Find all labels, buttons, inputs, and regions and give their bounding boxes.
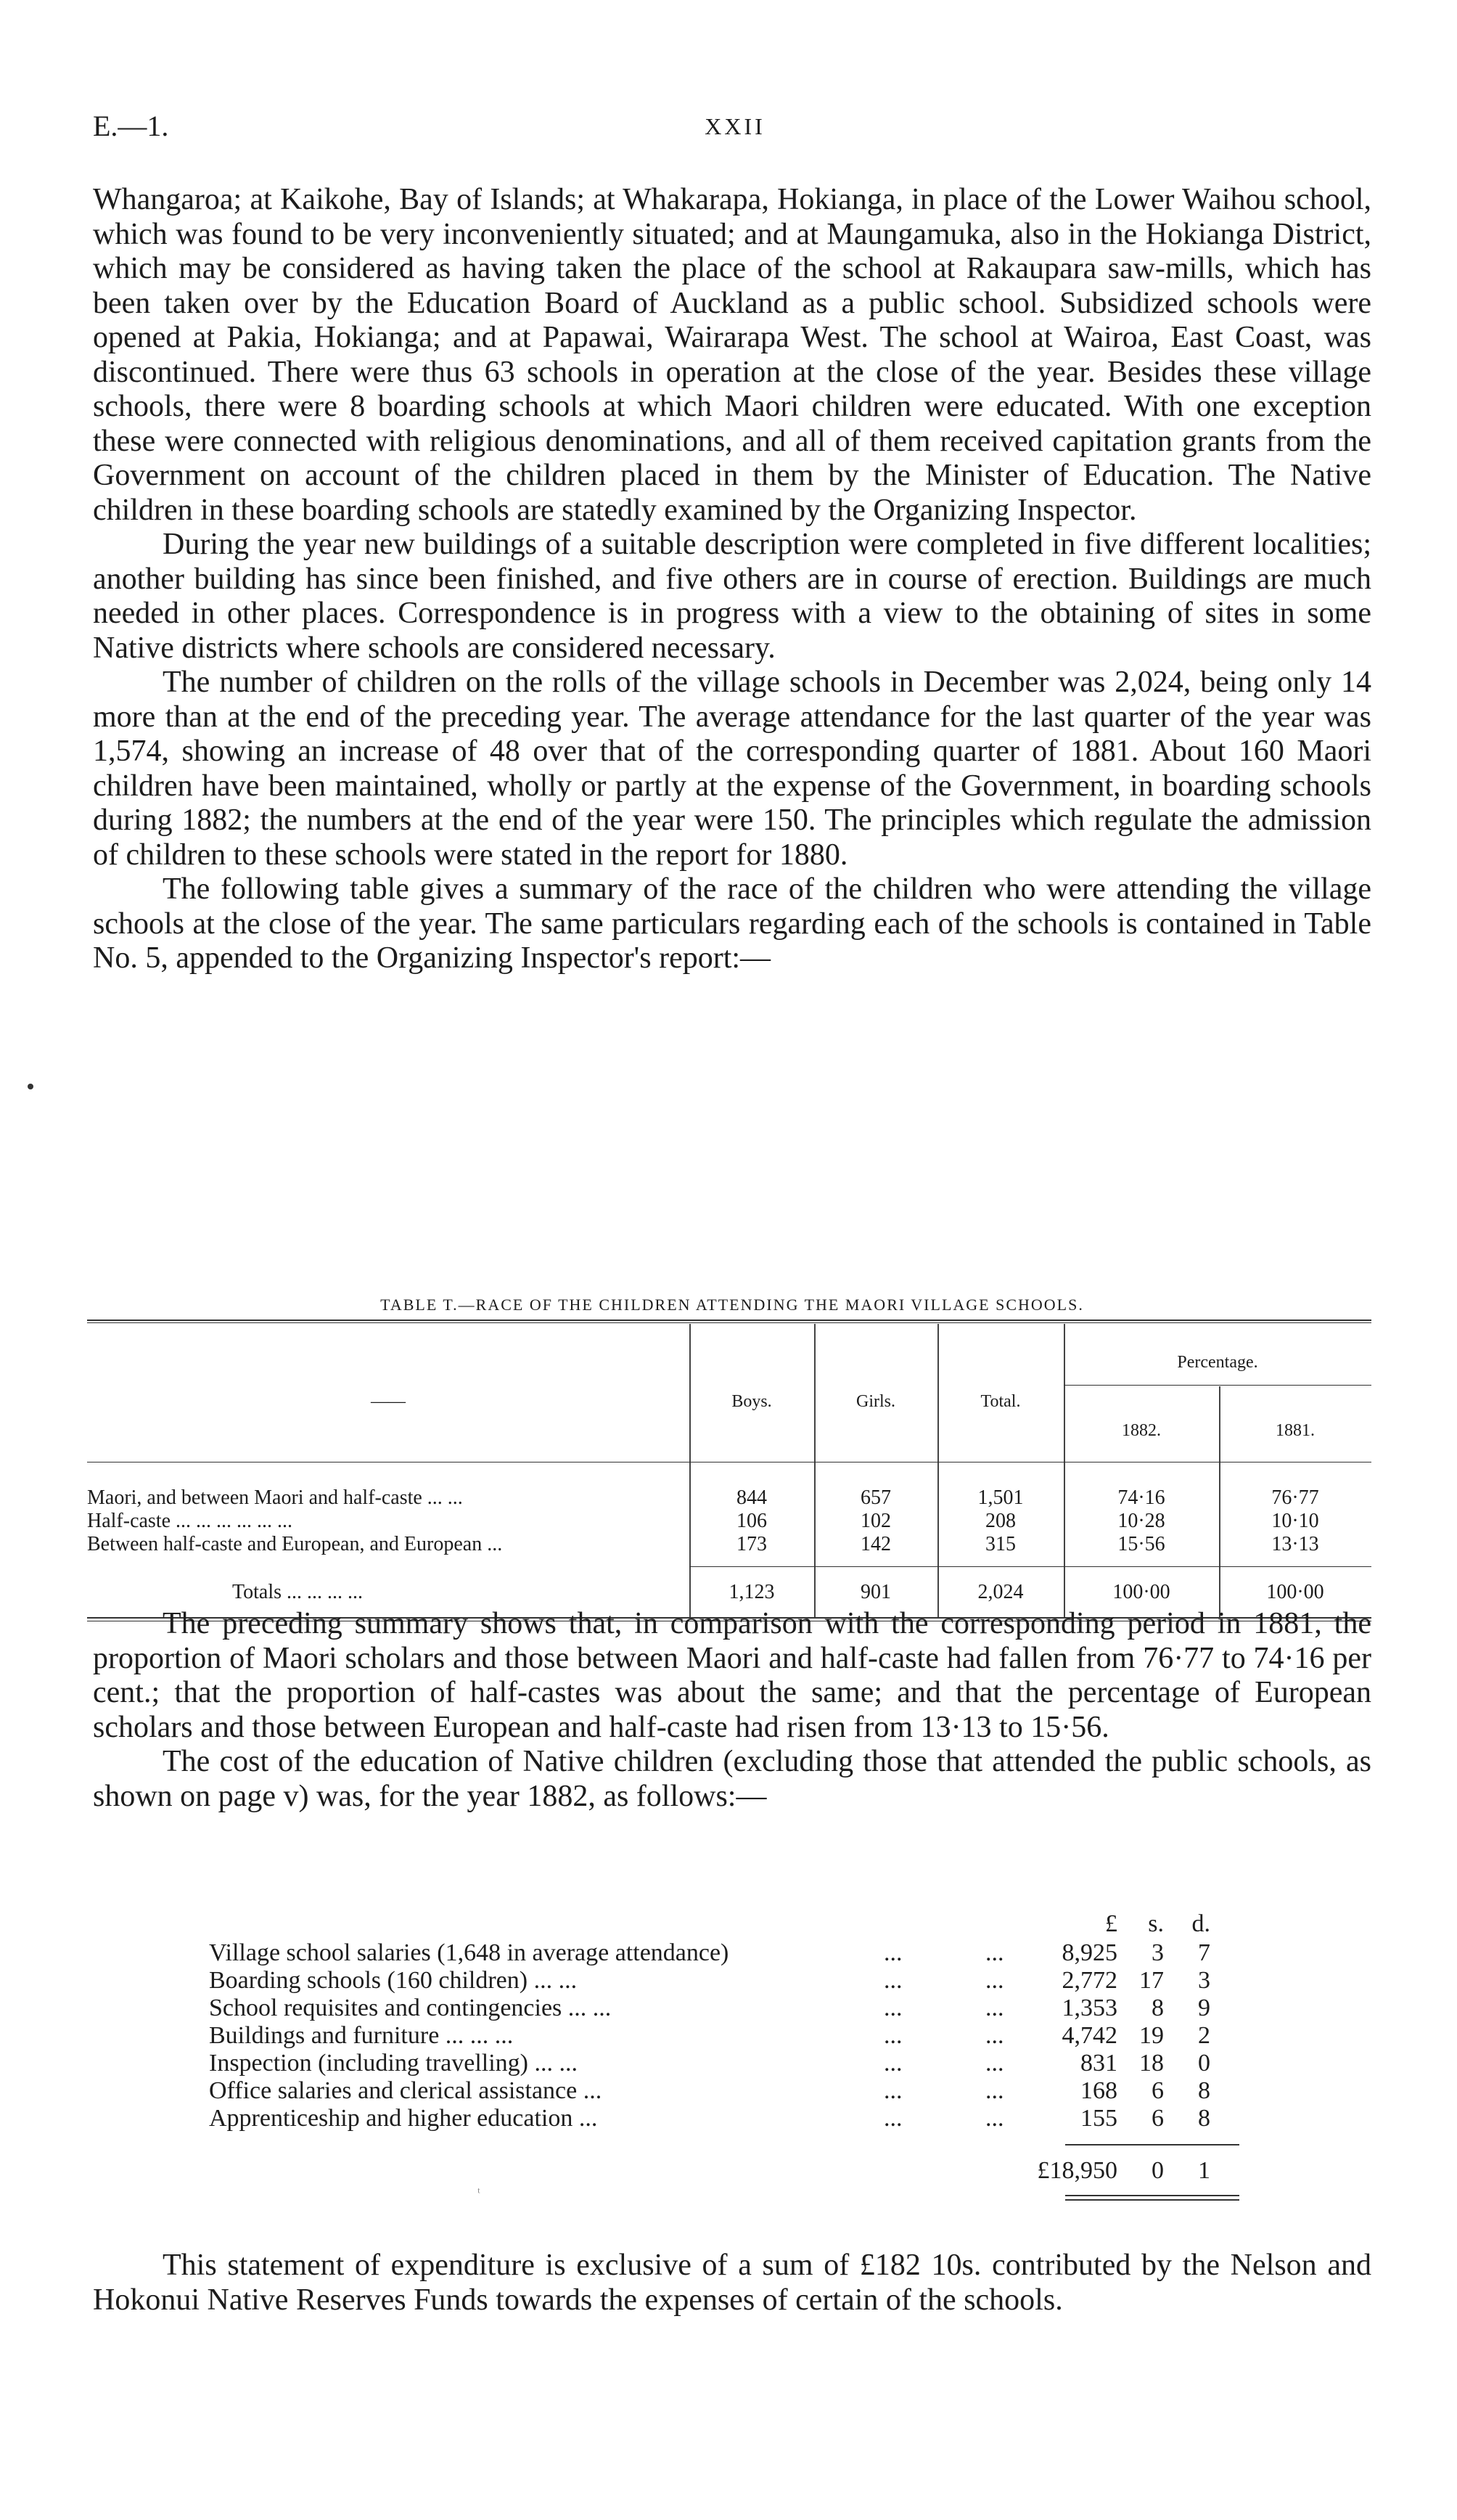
body-text-top: [93, 183, 1371, 976]
cost-pounds: 8,925: [1062, 1939, 1117, 1966]
cell-total: 315: [985, 1533, 1016, 1555]
cost-shillings: 6: [1152, 2077, 1164, 2104]
cost-label: Village school salaries (1,648 in average attendance): [209, 1939, 729, 1966]
cost-pence: 7: [1198, 1939, 1210, 1966]
leader-dots: ...: [985, 1967, 1004, 1994]
header-girls: Girls.: [856, 1392, 895, 1411]
leader-dots: ...: [884, 2022, 903, 2049]
cost-pence: 8: [1198, 2077, 1210, 2104]
leader-dots: ...: [884, 2050, 903, 2077]
cell-boys: 844: [736, 1486, 767, 1509]
cost-shillings: 18: [1139, 2050, 1164, 2077]
paragraph-children-numbers: The number of children on the rolls of the village schools in December was 2,024, being only 14 more than at the end of the preceding year. The average attendance for the last quarter of the year was 1,574, showing an increase of 48 over that of the corresponding quarter of 1881. About 160 Maori children have been maintained, wholly or partly at the expense of the Government, in boarding schools during 1882; the numbers at the end of the year were 150. The principles which regulate the admission of children to these schools were stated in the report for 1880.: [93, 666, 1371, 872]
totals-label: Totals ... ... ... ...: [232, 1581, 364, 1603]
row-label: Maori, and between Maori and half-caste ... ...: [87, 1486, 463, 1509]
page-header: [93, 109, 1377, 152]
totals-boys: 1,123: [728, 1581, 775, 1603]
cost-label: Office salaries and clerical assistance ...: [209, 2077, 602, 2104]
cost-label: School requisites and contingencies ... ...: [209, 1995, 612, 2021]
race-table: [87, 1320, 1371, 1632]
header-percentage: Percentage.: [1177, 1353, 1258, 1372]
total-pence: 1: [1198, 2157, 1210, 2184]
printer-mark-icon: ᵗ: [477, 2185, 480, 2201]
table-caption: TABLE T.—RACE OF THE CHILDREN ATTENDING THE MAORI VILLAGE SCHOOLS.: [380, 1296, 1084, 1314]
cost-label: Apprenticeship and higher education ...: [209, 2105, 598, 2132]
cost-label: Buildings and furniture ... ... ...: [209, 2022, 514, 2049]
cost-pence: 9: [1198, 1995, 1210, 2021]
paragraph-cost-intro: The cost of the education of Native children (excluding those that attended the public schools, as shown on page v) was, for the year 1882, as follows:—: [93, 1745, 1371, 1813]
cost-row: [209, 2105, 1239, 2134]
cost-shillings: 6: [1152, 2105, 1164, 2132]
cell-girls: 102: [861, 1510, 891, 1532]
cell-1882: 10·28: [1117, 1510, 1165, 1532]
cell-girls: 657: [861, 1486, 891, 1509]
paragraph-summary-comparison: The preceding summary shows that, in comparison with the corresponding period in 1881, the proportion of Maori scholars and those between Maori and half-caste had fallen from 76·77 to 74·16 per cent.; that the proportion of half-castes was about the same; and that the percentage of European scholars and those between European and half-caste had risen from 13·13 to 15·56.: [93, 1607, 1371, 1744]
cost-pounds: 831: [1080, 2050, 1117, 2077]
total-shillings: 0: [1152, 2157, 1164, 2184]
paragraph-schools-opened: Whangaroa; at Kaikohe, Bay of Islands; at Whakarapa, Hokianga, in place of the Lower Waihou school, which was found to be very inconveniently situated; and at Maungamuka, also in the Hokianga District, which may be considered as having taken the place of the school at Rakaupara saw-mills, which has been taken over by the Education Board of Auckland as a public school. Subsidized schools were opened at Pakia, Hokianga; and at Papawai, Wairarapa West. The school at Wairoa, East Coast, was discontinued. There were thus 63 schools in operation at the close of the year. Besides these village schools, there were 8 boarding schools at which Maori children were educated. With one exception these were connected with religious denominations, and all of them received capitation grants from the Government on account of the children placed in them by the Minister of Education. The Native children in these boarding schools are statedly examined by the Organizing Inspector.: [93, 183, 1371, 527]
paragraph-table-intro: The following table gives a summary of the race of the children who were attending the village schools at the close of the year. The same particulars regarding each of the schools is contained in Table No. 5, appended to the Organizing Inspector's report:—: [93, 872, 1371, 975]
leader-dots: ...: [884, 1939, 903, 1966]
cost-shillings: 8: [1152, 1995, 1164, 2021]
cost-label: Inspection (including travelling) ... ...: [209, 2050, 578, 2077]
margin-dot: [28, 1084, 33, 1089]
header-1881: 1881.: [1276, 1421, 1315, 1440]
cell-boys: 173: [736, 1533, 767, 1555]
cost-row: [209, 2022, 1239, 2051]
cell-boys: 106: [736, 1510, 767, 1532]
cost-shillings: 19: [1139, 2022, 1164, 2049]
sum-rule: [1065, 2144, 1239, 2145]
cell-1881: 10·10: [1271, 1510, 1319, 1532]
row-label: Half-caste ... ... ... ... ... ...: [87, 1510, 293, 1532]
cost-pounds: 4,742: [1062, 2022, 1117, 2049]
leader-dots: ...: [985, 2105, 1004, 2132]
cost-row: [209, 1939, 1239, 1968]
cost-header-row: [209, 1910, 1239, 1939]
header-pence: d.: [1191, 1910, 1210, 1937]
leader-dots: ...: [985, 2022, 1004, 2049]
leader-dots: ...: [884, 2077, 903, 2104]
cost-pence: 8: [1198, 2105, 1210, 2132]
cost-row: [209, 2077, 1239, 2106]
cell-total: 1,501: [977, 1486, 1024, 1509]
cell-1881: 13·13: [1271, 1533, 1319, 1555]
cost-row: [209, 2050, 1239, 2079]
cost-pounds: 1,353: [1062, 1995, 1117, 2021]
cost-pence: 2: [1198, 2022, 1210, 2049]
leader-dots: ...: [985, 1995, 1004, 2021]
body-text-middle: [93, 1607, 1371, 1814]
leader-dots: ...: [985, 1939, 1004, 1966]
totals-total: 2,024: [977, 1581, 1024, 1603]
cell-1881: 76·77: [1271, 1486, 1319, 1509]
leader-dots: ...: [884, 1995, 903, 2021]
row-label: Between half-caste and European, and European ...: [87, 1533, 503, 1555]
total-double-rule-top: [1065, 2195, 1239, 2196]
body-text-bottom: [93, 2249, 1371, 2318]
leader-dots: ...: [884, 2105, 903, 2132]
totals-girls: 901: [861, 1581, 891, 1603]
paragraph-new-buildings: During the year new buildings of a suitable description were completed in five different localities; another building has since been finished, and five others are in course of erection. Buildings are much needed in other places. Correspondence is in progress with a view to the obtaining of sites in some Native districts where schools are considered necessary.: [93, 528, 1371, 665]
cost-shillings: 17: [1139, 1967, 1164, 1994]
report-code: E.—1.: [93, 110, 169, 142]
total-pounds: £18,950: [1037, 2157, 1117, 2184]
header-total: Total.: [980, 1392, 1021, 1411]
header-shillings: s.: [1148, 1910, 1164, 1937]
leader-dots: ...: [985, 2050, 1004, 2077]
header-blank: ——: [371, 1392, 406, 1411]
cost-row: [209, 1995, 1239, 2024]
cost-total-row: [209, 2157, 1239, 2186]
cell-1882: 74·16: [1117, 1486, 1165, 1509]
cost-pounds: 168: [1080, 2077, 1117, 2104]
totals-1882: 100·00: [1112, 1581, 1170, 1603]
header-boys: Boys.: [731, 1392, 772, 1411]
totals-1881: 100·00: [1266, 1581, 1324, 1603]
column-divider: [689, 1324, 691, 1617]
cell-total: 208: [985, 1510, 1016, 1532]
header-1882: 1882.: [1122, 1421, 1161, 1440]
header-pounds: £: [1105, 1910, 1117, 1937]
leader-dots: ...: [884, 1967, 903, 1994]
table-top-rule: [87, 1320, 1371, 1321]
paragraph-expenditure-note: This statement of expenditure is exclusive of a sum of £182 10s. contributed by the Nelson and Hokonui Native Reserves Funds towards the expenses of certain of the schools.: [93, 2249, 1371, 2317]
cost-table: [209, 1910, 1239, 2230]
cell-girls: 142: [861, 1533, 891, 1555]
cost-row: [209, 1967, 1239, 1996]
cost-pence: 0: [1198, 2050, 1210, 2077]
total-double-rule-bottom: [1065, 2199, 1239, 2201]
percentage-rule: [1064, 1385, 1371, 1386]
cost-pence: 3: [1198, 1967, 1210, 1994]
leader-dots: ...: [985, 2077, 1004, 2104]
page-number: XXII: [705, 113, 766, 139]
cost-pounds: 2,772: [1062, 1967, 1117, 1994]
column-divider: [814, 1324, 816, 1617]
cost-shillings: 3: [1152, 1939, 1164, 1966]
cell-1882: 15·56: [1117, 1533, 1165, 1555]
cost-label: Boarding schools (160 children) ... ...: [209, 1967, 578, 1994]
totals-top-rule: [689, 1566, 1371, 1567]
table-top-rule-thin: [87, 1322, 1371, 1323]
cost-pounds: 155: [1080, 2105, 1117, 2132]
column-divider: [937, 1324, 939, 1617]
